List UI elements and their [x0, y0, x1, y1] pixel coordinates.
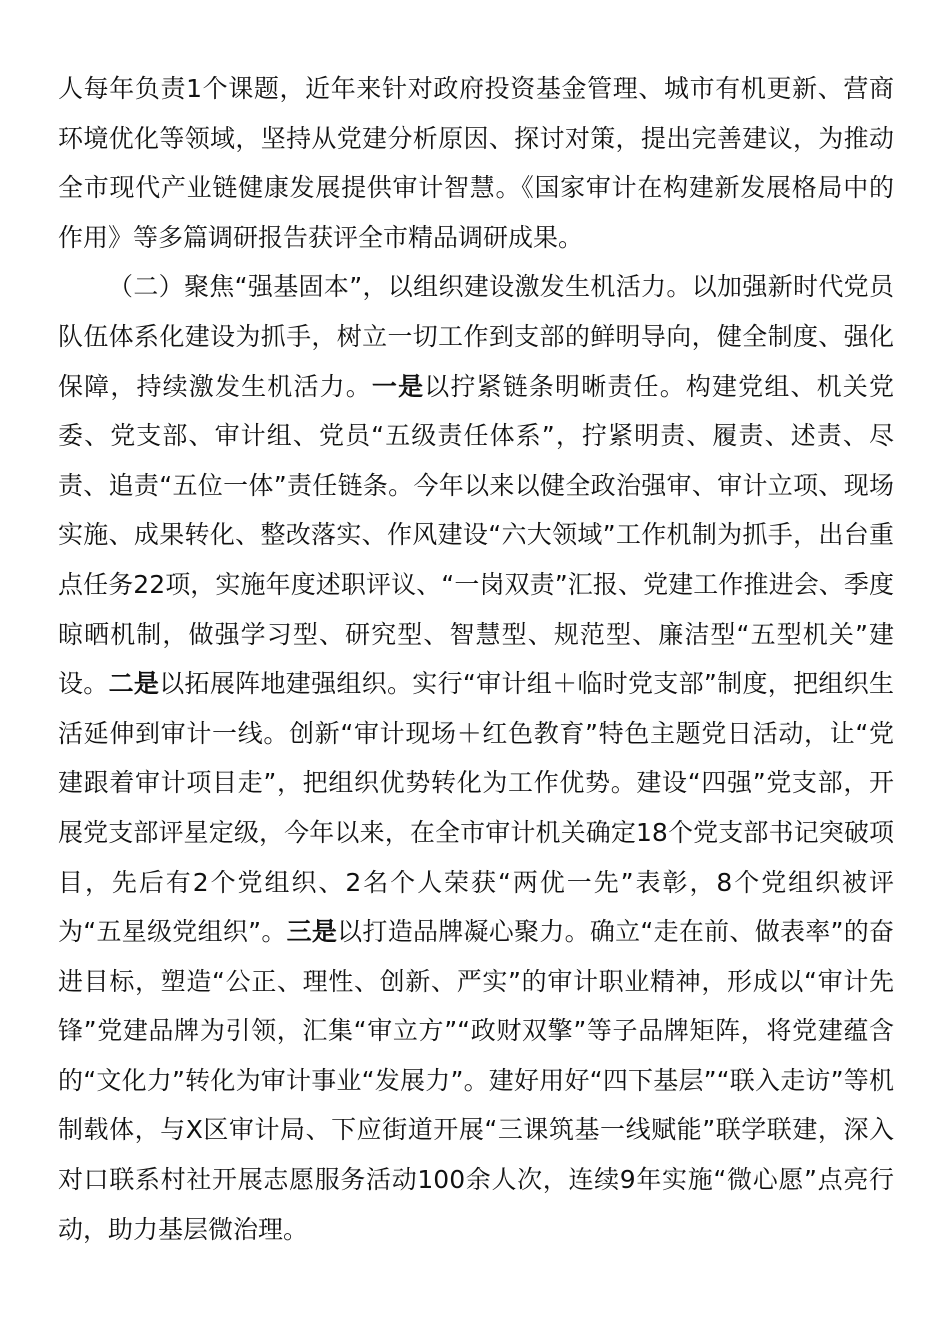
point-one-text: 以拧紧链条明晰责任。构建党组、机关党委、党支部、审计组、党员“五级责任体系”，拧紧明责、履责、述责、尽责、追责“五位一体”责任链条。今年以来以健全政治强审、审计立项、现场实施、成果转化、整改落实、作风建设“六大领域”工作机制为抓手，出台重点任务22项，实施年度述职评议、“一岗双责”汇报、党建工作推进会、季度晾晒机制，做强学习型、研究型、智慧型、规范型、廉洁型“五型机关”建设。: [58, 371, 894, 699]
document-page: [58, 64, 894, 1254]
paragraph-section-two: [58, 262, 894, 1254]
point-one-label: 一是: [371, 371, 425, 401]
point-two-label: 二是: [108, 669, 160, 699]
point-three-text: 以打造品牌凝心聚力。确立“走在前、做表率”的奋进目标，塑造“公正、理性、创新、严实”的审计职业精神，形成以“审计先锋”党建品牌为引领，汇集“审立方”“政财双擎”等子品牌矩阵，将党建蕴含的“文化力”转化为审计事业“发展力”。建好用好“四下基层”“联入走访”等机制载体，与X区审计局、下应街道开展“三课筑基一线赋能”联学联建，深入对口联系村社开展志愿服务活动100余人次，连续9年实施“微心愿”点亮行动，助力基层微治理。: [58, 917, 894, 1244]
point-three-label: 三是: [286, 917, 338, 947]
point-two-text: 以拓展阵地建强组织。实行“审计组＋临时党支部”制度，把组织生活延伸到审计一线。创新“审计现场＋红色教育”特色主题党日活动，让“党建跟着审计项目走”，把组织优势转化为工作优势。建设“四强”党支部，开展党支部评星定级，今年以来，在全市审计机关确定18个党支部书记突破项目，先后有2个党组织、2名个人荣获“两优一先”表彰，8个党组织被评为“五星级党组织”。: [58, 669, 894, 947]
paragraph-continued-text: 人每年负责1个课题，近年来针对政府投资基金管理、城市有机更新、营商环境优化等领域，坚持从党建分析原因、探讨对策，提出完善建议，为推动全市现代产业链健康发展提供审计智慧。《国家审计在构建新发展格局中的作用》等多篇调研报告获评全市精品调研成果。: [58, 74, 894, 252]
paragraph-continued: [58, 64, 894, 262]
section-two-intro: （二）聚焦“强基固本”，以组织建设激发生机活力。以加强新时代党员队伍体系化建设为抓手，树立一切工作到支部的鲜明导向，健全制度、强化保障，持续激发生机活力。: [58, 272, 894, 401]
